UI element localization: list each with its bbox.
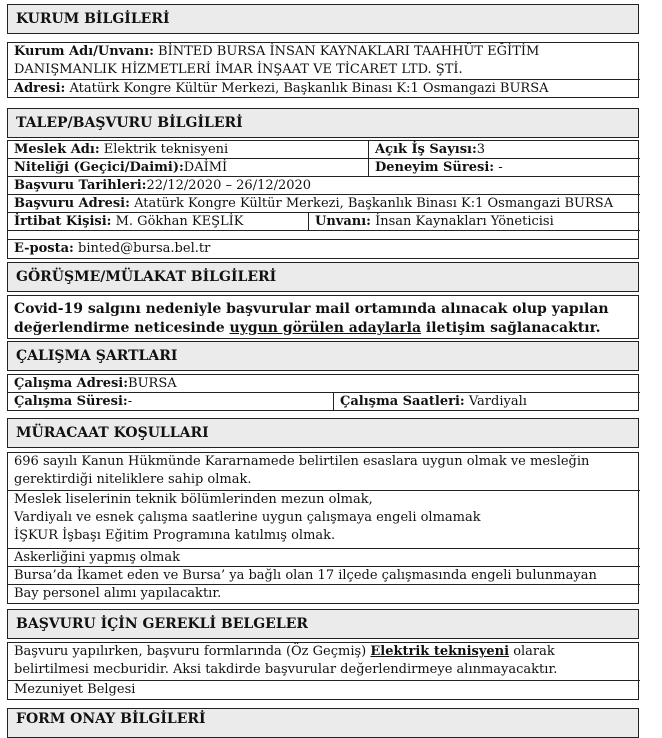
talep-header: TALEP/BAŞVURU BİLGİLERİ [7,108,639,138]
badres-row: Başvuru Adresi: Atatürk Kongre Kültür Merkezi, Başkanlık Binası K:1 Osmangazi BURSA [8,195,640,213]
muracaat-header: MÜRACAAT KOŞULLARI [7,418,639,448]
tarih-row: Başvuru Tarihleri:22/12/2020 – 26/12/2020 [8,177,640,195]
gorusme-box [7,295,639,339]
talep-box [7,140,639,240]
belgeler-item-1: Başvuru yapılırken, başvuru formlarında (Öz Geçmiş) Elektrik teknisyeni olarak belirtilmesi mecburidir. Aksi takdirde başvurular değerlendirmeye alınmayacaktır. [8,643,640,681]
nitelik-row: Niteliği (Geçici/Daimi):DAİMİ Deneyim Süresi: - [8,159,640,177]
meslek-row: Meslek Adı: Elektrik teknisyeni Açık İş Sayısı:3 [8,141,640,159]
muracaat-item-1: 696 sayılı Kanun Hükmünde Kararnamede belirtilen esaslara uygun olmak ve mesleğin gerektirdiği niteliklere sahip olmak. [8,453,640,491]
belgeler-header: BAŞVURU İÇİN GEREKLİ BELGELER [7,609,639,639]
muracaat-item-2: Meslek liselerinin teknik bölümlerinden mezun olmak, Vardiyalı ve esnek çalışma saatlerine uygun çalışmaya engeli olmamak İŞKUR İşbaşı Eğitim Programına katılmış olmak. [8,491,640,549]
calisma-box [7,374,639,411]
muracaat-box [7,452,639,604]
gorusme-header: GÖRÜŞME/MÜLAKAT BİLGİLERİ [7,262,639,292]
calisma-header: ÇALIŞMA ŞARTLARI [7,341,639,371]
calisma-adres-row: Çalışma Adresi:BURSA [8,375,640,393]
calisma-sure-row: Çalışma Süresi:- Çalışma Saatleri: Vardiyalı [8,393,640,411]
muracaat-item-5: Askerliğini yapmış olmak [8,549,640,567]
kurum-header: KURUM BİLGİLERİ [7,4,639,34]
belgeler-box [7,642,639,700]
kurum-adres-row: Adresi: Atatürk Kongre Kültür Merkezi, Başkanlık Binası K:1 Osmangazi BURSA [14,81,549,96]
belgeler-item-2: Mezuniyet Belgesi [14,682,136,697]
next-header: FORM ONAY BİLGİLERİ [7,708,639,738]
muracaat-item-7: Bay personel alımı yapılacaktır. [14,586,222,601]
kurum-adi-row: Kurum Adı/Unvanı: BİNTED BURSA İNSAN KAYNAKLARI TAAHHÜT EĞİTİM DANIŞMANLIK HİZMETLERİ İMAR İNŞAAT VE TİCARET LTD. ŞTİ. [8,43,640,80]
eposta-box [7,240,639,259]
covid-notice: Covid-19 salgını nedeniyle başvurular mail ortamında alınacak olup yapılan değerlendirme neticesinde uygun görülen adaylarla iletişim sağlanacaktır. [14,301,609,336]
kurum-box [7,42,639,98]
muracaat-item-6: Bursa’da İkamet eden ve Bursa’ ya bağlı olan 17 ilçede çalışmasında engeli bulunmayan [8,567,640,585]
irtibat-row: İrtibat Kişisi: M. Gökhan KEŞLİK Unvanı: İnsan Kaynakları Yöneticisi [8,213,640,231]
eposta-line: E-posta: binted@bursa.bel.tr [14,241,211,256]
